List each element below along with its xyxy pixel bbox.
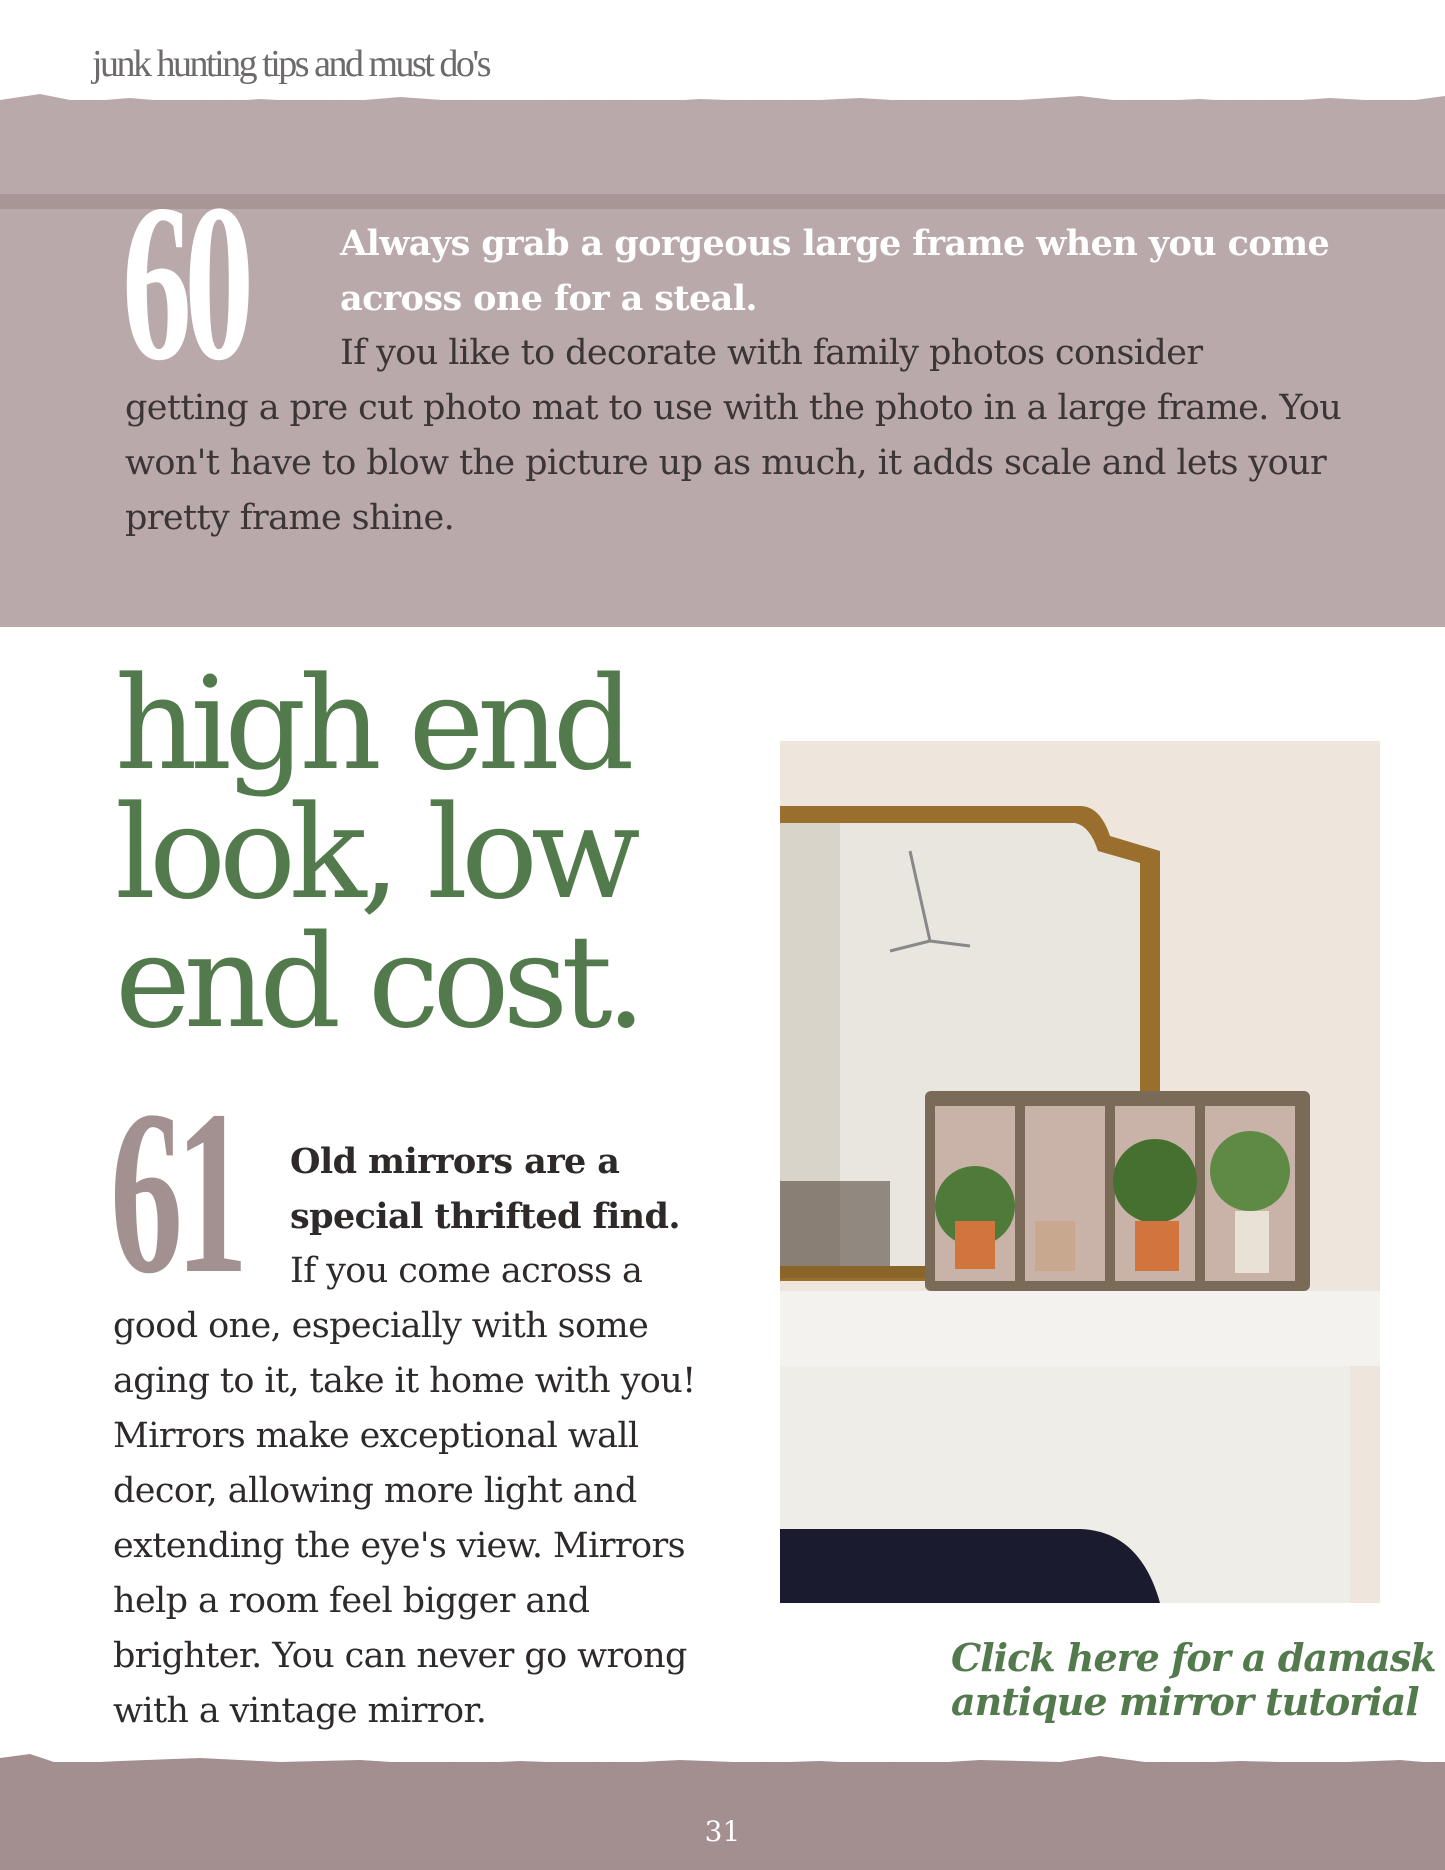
- tip-61-body: good one, especially with some aging to it, take it home with you! Mirrors make exceptional wall decor, allowing more light and extending the eye's view. Mirrors help a room feel bigger and brighter. You can never go wrong with a vintage mirror.: [113, 1306, 696, 1731]
- page-number: 31: [704, 1815, 741, 1848]
- tip-61-text: [113, 1134, 733, 1739]
- tip-number-60: 60: [122, 157, 247, 407]
- heading-line: high end: [115, 650, 628, 799]
- mirror-tutorial-link[interactable]: [951, 1636, 1436, 1724]
- torn-edge-top: [0, 90, 1445, 112]
- tip-60-body: getting a pre cut photo mat to use with the photo in a large frame. You won't have to blow the picture up as much, it adds scale and lets your pretty frame shine.: [125, 388, 1342, 538]
- tip-61-lead: Old mirrors are a: [290, 1141, 620, 1182]
- mirror-mantel-photo: [780, 741, 1380, 1603]
- tip-60-body-first: If you like to decorate with family photos consider: [340, 333, 1203, 373]
- tip-60-lead: Always grab a gorgeous large frame when you come across one for a steal.: [340, 223, 1330, 319]
- tip-61-body-first: If you come across a: [290, 1251, 643, 1291]
- link-line[interactable]: Click here for a damask: [951, 1635, 1436, 1680]
- torn-edge-bottom: [0, 1752, 1445, 1774]
- section-header: junk hunting tips and must do's: [92, 43, 489, 85]
- heading-line: end cost.: [115, 908, 640, 1057]
- heading-line: look, low: [115, 779, 634, 928]
- link-line[interactable]: antique mirror tutorial: [951, 1679, 1419, 1724]
- section-heading: [115, 650, 640, 1057]
- tip-number-61: 61: [110, 1062, 241, 1322]
- tip-61-lead: special thrifted find.: [290, 1196, 680, 1237]
- tip-60-text: [125, 216, 1345, 546]
